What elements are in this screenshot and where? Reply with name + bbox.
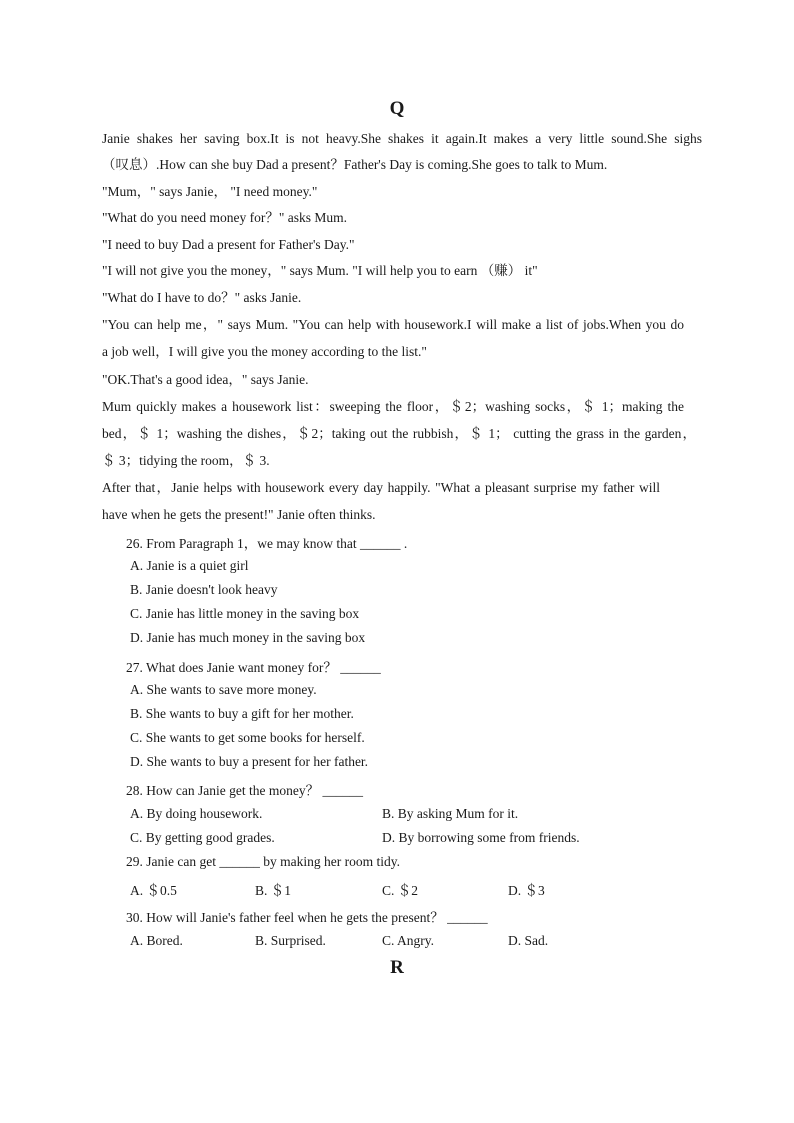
question-26: 26. From Paragraph 1，we may know that ______ . [126, 536, 408, 551]
passage-line: "What do you need money for？" asks Mum. [102, 210, 347, 225]
next-section-title: R [390, 957, 404, 978]
question-30: 30. How will Janie's father feel when he gets the present？ ______ [126, 910, 488, 925]
passage-line: bed，＄ 1；washing the dishes，＄2；taking out the rubbish，＄ 1； cutting the grass in the garden， [102, 426, 696, 441]
question-30-option-b: B. Surprised. [255, 933, 326, 948]
question-29: 29. Janie can get ______ by making her room tidy. [126, 854, 400, 869]
question-30-option-a: A. Bored. [130, 933, 183, 948]
question-30-option-d: D. Sad. [508, 933, 549, 948]
question-28-option-c: C. By getting good grades. [130, 830, 275, 845]
question-26-option-c: C. Janie has little money in the saving box [130, 606, 360, 621]
passage-line: （叹息）.How can she buy Dad a present？Father's Day is coming.She goes to talk to Mum. [102, 157, 608, 172]
question-30-option-c: C. Angry. [382, 933, 435, 948]
passage-line: "What do I have to do？" asks Janie. [102, 290, 302, 305]
passage-line: "I will not give you the money，" says Mum. "I will help you to earn （赚） it" [102, 263, 538, 278]
question-27-option-b: B. She wants to buy a gift for her mother. [130, 706, 354, 721]
question-29-option-d: D. ＄3 [508, 883, 545, 898]
passage-line: Mum quickly makes a housework list：sweeping the floor，＄2；washing socks，＄ 1；making the [102, 399, 684, 414]
passage-line: After that，Janie helps with housework every day happily. "What a pleasant surprise my father will [102, 480, 660, 495]
question-28-option-b: B. By asking Mum for it. [382, 806, 519, 821]
passage-line: "Mum，" says Janie， "I need money." [102, 184, 318, 199]
question-26-option-b: B. Janie doesn't look heavy [130, 582, 278, 597]
passage-line: "You can help me，" says Mum. "You can help with housework.I will make a list of jobs.When you do [102, 317, 684, 332]
question-26-option-a: A. Janie is a quiet girl [130, 558, 249, 573]
question-29-option-c: C. ＄2 [382, 883, 419, 898]
question-28-option-a: A. By doing housework. [130, 806, 263, 821]
question-28: 28. How can Janie get the money？ ______ [126, 783, 363, 798]
question-26-option-d: D. Janie has much money in the saving box [130, 630, 366, 645]
question-27-option-d: D. She wants to buy a present for her father. [130, 754, 369, 769]
passage-line: "I need to buy Dad a present for Father's Day." [102, 237, 355, 252]
section-title: Q [389, 98, 405, 119]
passage-line: have when he gets the present!" Janie often thinks. [102, 507, 376, 522]
question-27-option-c: C. She wants to get some books for herself. [130, 730, 365, 745]
question-29-option-a: A. ＄0.5 [130, 883, 177, 898]
passage-line: ＄ 3；tidying the room，＄ 3. [102, 453, 270, 468]
question-29-option-b: B. ＄1 [255, 883, 292, 898]
question-28-option-d: D. By borrowing some from friends. [382, 830, 580, 845]
passage-line: Janie shakes her saving box.It is not heavy.She shakes it again.It makes a very little sound.She sighs [102, 131, 702, 146]
passage-line: a job well，I will give you the money according to the list." [102, 344, 427, 359]
question-27: 27. What does Janie want money for？ ______ [126, 660, 381, 675]
passage-line: "OK.That's a good idea，" says Janie. [102, 372, 309, 387]
question-27-option-a: A. She wants to save more money. [130, 682, 317, 697]
